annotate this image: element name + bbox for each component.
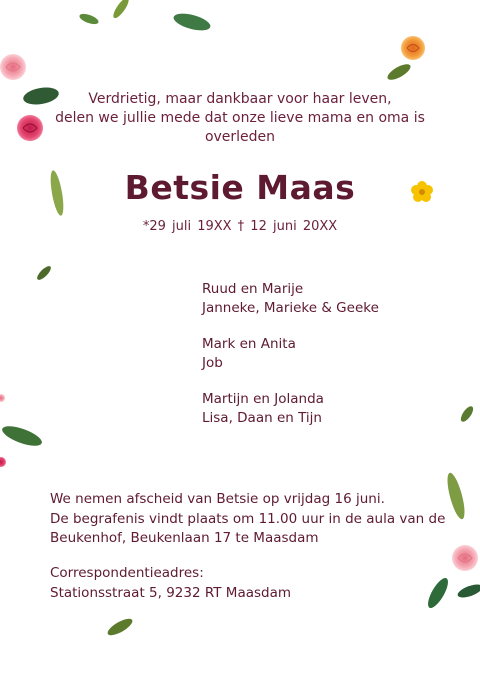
family-line: Lisa, Daan en Tijn [202, 409, 322, 426]
life-dates: *29 juli 19XX † 12 juni 20XX [142, 219, 338, 234]
service-line: Beukenhof, Beukenlaan 17 te Maasdam [50, 530, 319, 546]
family-line: Mark en Anita [202, 336, 296, 352]
family-group [202, 280, 379, 317]
orange-rose-icon [401, 36, 425, 60]
family-group [202, 390, 379, 427]
intro-line: overleden [204, 129, 276, 145]
family-group [202, 335, 379, 372]
family-line: Martijn en Jolanda [202, 391, 324, 407]
family-list [202, 280, 379, 445]
family-line: Ruud en Marije [202, 281, 304, 297]
service-line: De begrafenis vindt plaats om 11.00 uur in de aula van de [50, 510, 446, 527]
intro-line: delen we jullie mede dat onze lieve mama en oma is [55, 110, 425, 126]
intro-text [40, 90, 440, 147]
service-line: We nemen afscheid van Betsie op vrijdag 16 juni. [50, 491, 385, 507]
service-details [50, 490, 450, 549]
deceased-name: Betsie Maas [124, 168, 356, 207]
family-line: Janneke, Marieke & Geeke [202, 299, 379, 316]
family-line: Job [202, 354, 223, 371]
intro-line: Verdrietig, maar dankbaar voor haar leven, [88, 91, 392, 107]
correspondence-label: Correspondentieadres: [50, 565, 204, 581]
correspondence-value: Stationsstraat 5, 9232 RT Maasdam [50, 584, 292, 601]
correspondence-address [50, 564, 291, 603]
